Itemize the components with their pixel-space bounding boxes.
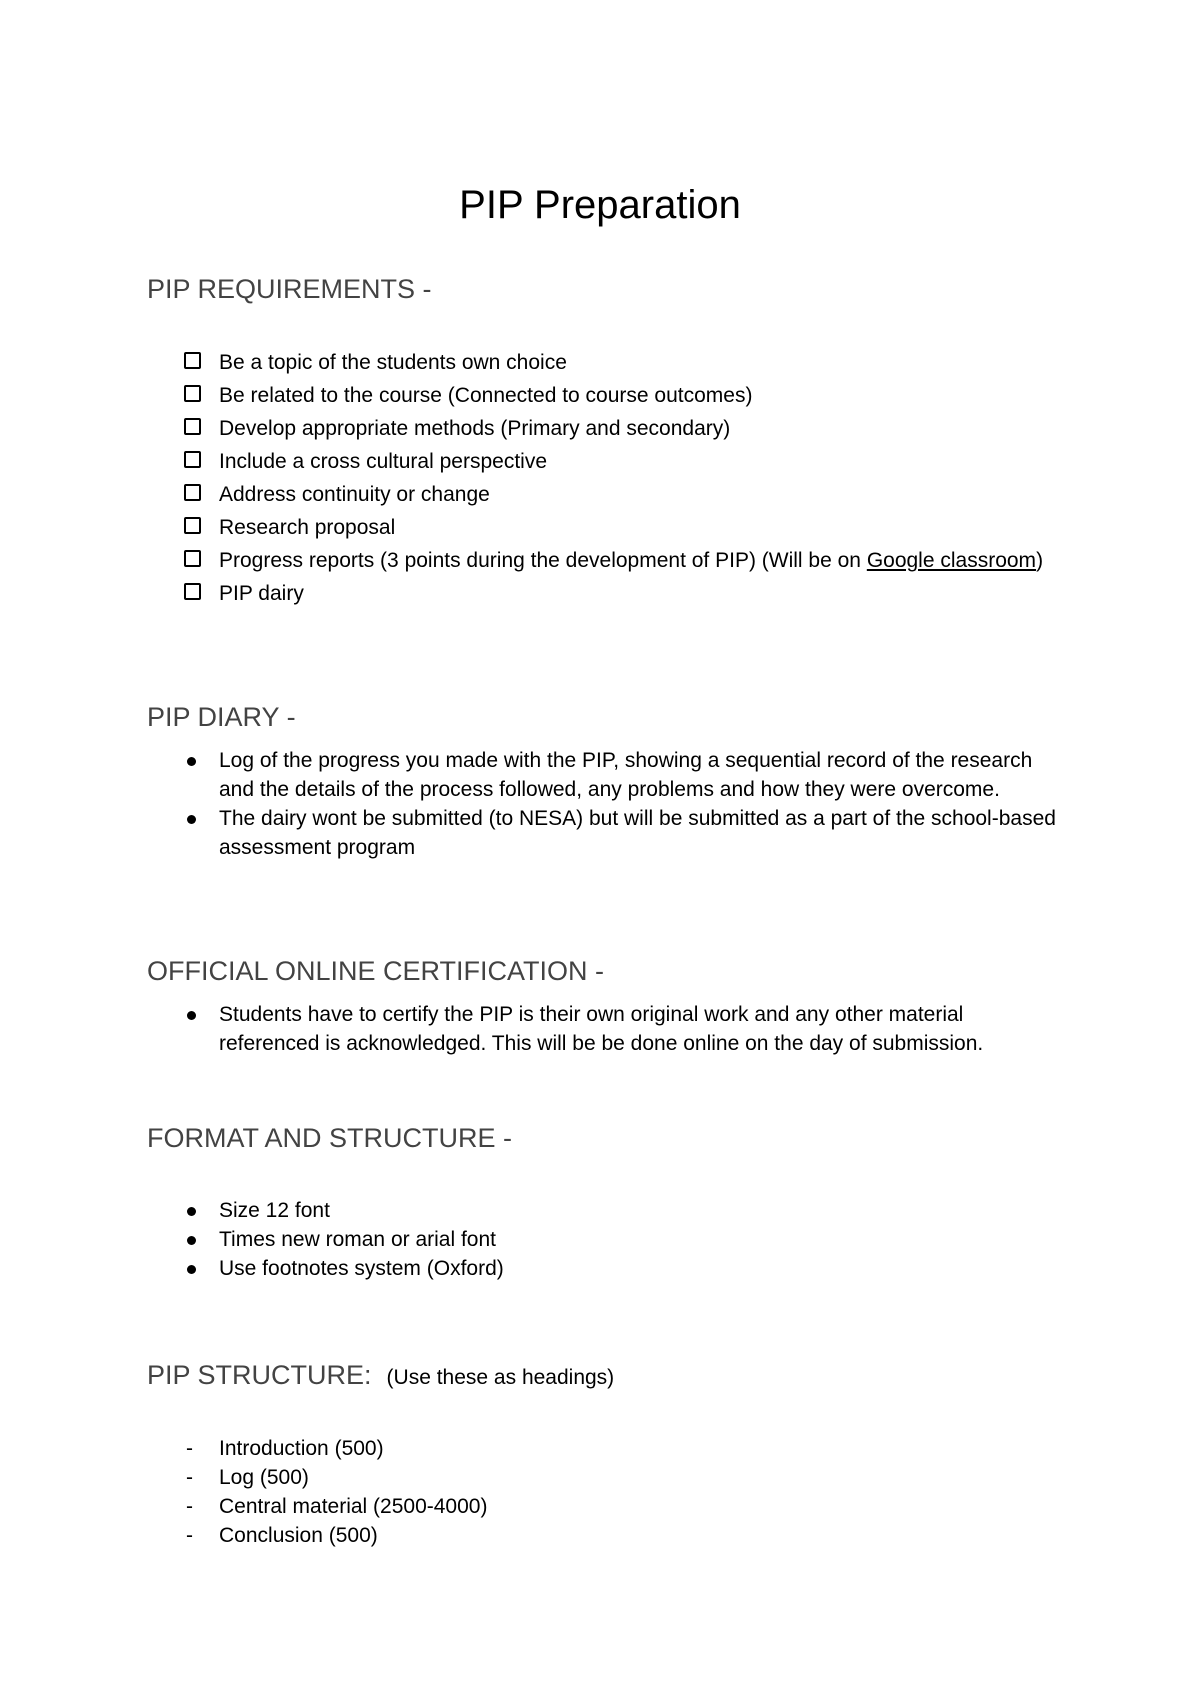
structure-heading xyxy=(147,1359,614,1394)
format-list xyxy=(147,1196,1067,1283)
checklist-item-text: Include a cross cultural perspective xyxy=(219,450,547,473)
checkbox-icon[interactable] xyxy=(184,583,201,600)
checklist-item-text: PIP dairy xyxy=(219,582,304,605)
list-item-text: Students have to certify the PIP is their own original work and any other material referenced is acknowledged. This will be be done online on the day of submission. xyxy=(219,1003,984,1055)
bullet-icon xyxy=(187,1265,196,1274)
list-item xyxy=(147,1434,1067,1463)
checklist-item xyxy=(147,480,1067,509)
list-item xyxy=(147,1254,1067,1283)
structure-heading-text: PIP STRUCTURE: xyxy=(147,1360,372,1390)
list-item-text: Conclusion (500) xyxy=(219,1524,378,1547)
dash-icon: - xyxy=(186,1524,193,1547)
checkbox-icon[interactable] xyxy=(184,352,201,369)
list-item xyxy=(147,804,1067,862)
checklist-item-text: Be related to the course (Connected to course outcomes) xyxy=(219,384,753,407)
checklist-item xyxy=(147,447,1067,476)
bullet-icon xyxy=(187,1011,196,1020)
bullet-icon xyxy=(187,757,196,766)
checkbox-icon[interactable] xyxy=(184,451,201,468)
checklist-item xyxy=(147,546,1067,575)
format-heading: FORMAT AND STRUCTURE - xyxy=(147,1123,513,1153)
checklist-item-text: Be a topic of the students own choice xyxy=(219,351,567,374)
checklist-item-text-end: ) xyxy=(1036,549,1044,572)
structure-subheading: (Use these as headings) xyxy=(386,1366,615,1389)
requirements-checklist xyxy=(147,348,1067,612)
certification-list xyxy=(147,1000,1067,1058)
bullet-icon xyxy=(187,815,196,824)
dash-icon: - xyxy=(186,1466,193,1489)
list-item xyxy=(147,1225,1067,1254)
checkbox-icon[interactable] xyxy=(184,418,201,435)
structure-list xyxy=(147,1434,1067,1550)
list-item-text: Use footnotes system (Oxford) xyxy=(219,1257,504,1280)
dash-icon: - xyxy=(186,1495,193,1518)
checklist-item-text: Address continuity or change xyxy=(219,483,490,506)
checkbox-icon[interactable] xyxy=(184,550,201,567)
google-classroom-link[interactable]: Google classroom xyxy=(866,549,1037,572)
list-item xyxy=(147,746,1067,804)
checklist-item-text: Research proposal xyxy=(219,516,396,539)
checklist-item xyxy=(147,579,1067,608)
document-title: PIP Preparation xyxy=(459,183,741,227)
bullet-icon xyxy=(187,1236,196,1245)
list-item xyxy=(147,1196,1067,1225)
list-item xyxy=(147,1521,1067,1550)
diary-heading: PIP DIARY - xyxy=(147,702,296,732)
checkbox-icon[interactable] xyxy=(184,517,201,534)
list-item xyxy=(147,1492,1067,1521)
checklist-item xyxy=(147,348,1067,377)
list-item-text: Size 12 font xyxy=(219,1199,330,1222)
list-item-text: The dairy wont be submitted (to NESA) but will be submitted as a part of the school-based assessment program xyxy=(219,807,1056,859)
list-item xyxy=(147,1000,1067,1058)
checklist-item-text: Develop appropriate methods (Primary and secondary) xyxy=(219,417,731,440)
list-item-text: Log of the progress you made with the PIP, showing a sequential record of the research and the details of the process followed, any problems and how they were overcome. xyxy=(219,749,1033,801)
list-item-text: Central material (2500-4000) xyxy=(219,1495,488,1518)
certification-heading: OFFICIAL ONLINE CERTIFICATION - xyxy=(147,956,605,986)
checklist-item-text: Progress reports (3 points during the development of PIP) (Will be on xyxy=(219,549,867,572)
diary-list xyxy=(147,746,1067,862)
list-item-text: Log (500) xyxy=(219,1466,309,1489)
checkbox-icon[interactable] xyxy=(184,385,201,402)
list-item xyxy=(147,1463,1067,1492)
requirements-heading: PIP REQUIREMENTS - xyxy=(147,274,432,304)
checklist-item xyxy=(147,513,1067,542)
list-item-text: Introduction (500) xyxy=(219,1437,384,1460)
checkbox-icon[interactable] xyxy=(184,484,201,501)
list-item-text: Times new roman or arial font xyxy=(219,1228,496,1251)
dash-icon: - xyxy=(186,1437,193,1460)
checklist-item xyxy=(147,381,1067,410)
checklist-item xyxy=(147,414,1067,443)
bullet-icon xyxy=(187,1207,196,1216)
